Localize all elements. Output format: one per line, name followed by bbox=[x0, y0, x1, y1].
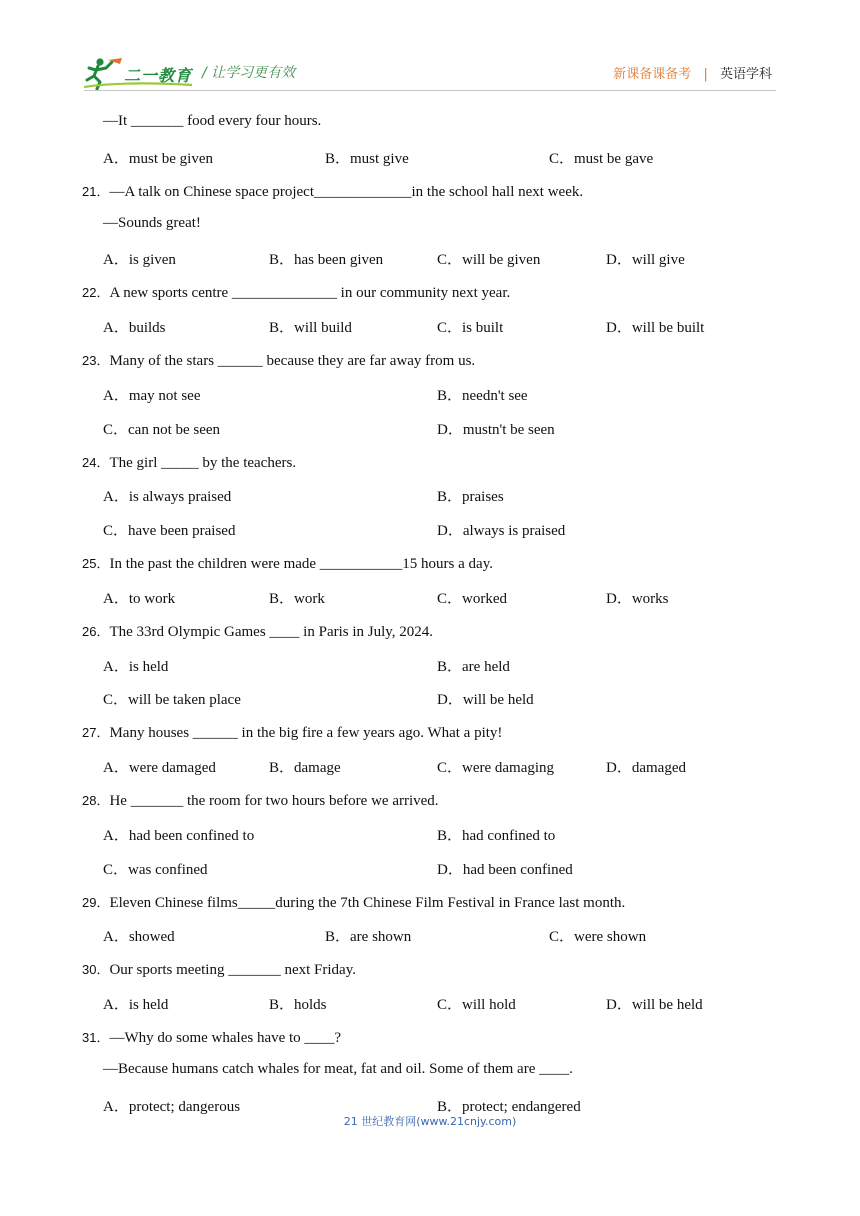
answer-option: B．praises bbox=[437, 489, 504, 506]
question-stem bbox=[82, 282, 510, 302]
question-stem bbox=[82, 892, 625, 912]
answer-option: B．has been given bbox=[269, 252, 384, 269]
answer-option: B．needn't see bbox=[437, 387, 528, 404]
answer-option: A．may not see bbox=[103, 387, 201, 404]
question-number: 21． bbox=[82, 183, 110, 199]
answer-option: B．must give bbox=[325, 150, 409, 167]
answer-option: C．is built bbox=[437, 320, 504, 337]
question-text: —A talk on Chinese space project_____________in the school hall next week. bbox=[109, 183, 584, 200]
question-stem bbox=[82, 553, 493, 573]
answer-option: D．works bbox=[606, 590, 669, 607]
question-stem bbox=[82, 722, 502, 742]
question-number: 26． bbox=[82, 623, 110, 639]
answer-option: A．showed bbox=[103, 929, 175, 946]
answer-option: A．were damaged bbox=[103, 760, 216, 777]
header-slogan: / 让学习更有效 bbox=[202, 65, 296, 81]
answer-option: D．always is praised bbox=[437, 523, 566, 540]
answer-option: A．protect; dangerous bbox=[103, 1098, 241, 1115]
answer-option: C．worked bbox=[437, 590, 507, 607]
answer-option: B．will build bbox=[269, 320, 352, 337]
answer-option: D．will be held bbox=[437, 692, 534, 709]
answer-option: B．had confined to bbox=[437, 827, 556, 844]
question-number: 23． bbox=[82, 352, 110, 368]
question-number: 27． bbox=[82, 725, 110, 741]
question-text: The 33rd Olympic Games ____ in Paris in July, 2024. bbox=[109, 623, 434, 640]
question-stem bbox=[82, 621, 433, 641]
answer-option: D．damaged bbox=[606, 760, 686, 777]
question-stem bbox=[82, 790, 439, 810]
question-text: Many houses ______ in the big fire a few years ago. What a pity! bbox=[109, 725, 503, 742]
question-text: The girl _____ by the teachers. bbox=[109, 454, 297, 471]
logo-text: 二一教育 bbox=[124, 66, 193, 85]
answer-option: D．will be built bbox=[606, 320, 705, 337]
answer-option: C．must be gave bbox=[549, 150, 654, 167]
question-number: 22． bbox=[82, 285, 110, 301]
question-text: Our sports meeting _______ next Friday. bbox=[109, 962, 356, 979]
question-text: —It _______ food every four hours. bbox=[103, 113, 322, 129]
answer-option: B．protect; endangered bbox=[437, 1098, 581, 1115]
answer-option: C．can not be seen bbox=[103, 421, 221, 438]
answer-option: A．builds bbox=[103, 320, 166, 337]
question-number: 25． bbox=[82, 556, 110, 572]
header-course: 新课备课备考 bbox=[613, 67, 692, 82]
answer-option: D．mustn't be seen bbox=[437, 421, 555, 438]
answer-option: C．will be given bbox=[437, 252, 541, 269]
answer-option: B．are held bbox=[437, 658, 510, 675]
question-stem bbox=[82, 350, 475, 370]
header-subject: 英语学科 bbox=[719, 67, 772, 82]
dialogue-line bbox=[103, 215, 201, 232]
question-stem bbox=[82, 959, 356, 979]
question-text: Eleven Chinese films_____during the 7th Chinese Film Festival in France last month. bbox=[109, 894, 626, 911]
answer-option: C．have been praised bbox=[103, 523, 236, 540]
answer-option: A．is given bbox=[103, 252, 176, 269]
answer-option: B．damage bbox=[269, 760, 341, 777]
dialogue-line bbox=[103, 113, 321, 130]
question-text: He _______ the room for two hours before we arrived. bbox=[109, 793, 439, 809]
question-stem bbox=[82, 452, 296, 472]
question-number: 29． bbox=[82, 894, 110, 910]
answer-option: C．will be taken place bbox=[103, 692, 241, 709]
answer-option: D．will be held bbox=[606, 997, 703, 1014]
answer-option: A．to work bbox=[103, 590, 176, 607]
question-stem bbox=[82, 1027, 341, 1047]
question-text: In the past the children were made ___________15 hours a day. bbox=[109, 556, 493, 573]
answer-option: C．were shown bbox=[549, 929, 647, 946]
question-number: 31． bbox=[82, 1029, 110, 1045]
answer-option: C．was confined bbox=[103, 861, 208, 878]
answer-option: D．will give bbox=[606, 252, 685, 269]
answer-option: A．is held bbox=[103, 997, 169, 1014]
question-number: 24． bbox=[82, 454, 110, 470]
answer-option: D．had been confined bbox=[437, 861, 573, 878]
answer-option: A．had been confined to bbox=[103, 827, 255, 844]
answer-option: C．were damaging bbox=[437, 760, 555, 777]
answer-option: A．is always praised bbox=[103, 489, 232, 506]
question-stem bbox=[82, 181, 583, 201]
header-divider bbox=[84, 90, 776, 91]
answer-option: B．holds bbox=[269, 997, 327, 1014]
answer-option: A．must be given bbox=[103, 150, 213, 167]
answer-option: C．will hold bbox=[437, 997, 516, 1014]
header-right bbox=[613, 63, 772, 82]
question-text: A new sports centre ______________ in our community next year. bbox=[109, 285, 511, 302]
answer-option: A．is held bbox=[103, 658, 169, 675]
question-text: —Because humans catch whales for meat, fat and oil. Some of them are ____. bbox=[103, 1060, 573, 1077]
page-header bbox=[0, 0, 860, 100]
answer-option: B．are shown bbox=[325, 929, 412, 946]
header-separator: | bbox=[703, 67, 708, 82]
question-text: —Sounds great! bbox=[103, 214, 201, 231]
question-text: —Why do some whales have to ____? bbox=[109, 1029, 342, 1046]
page-footer: 21 世纪教育网(www.21cnjy.com) bbox=[343, 1115, 517, 1128]
question-number: 30． bbox=[82, 962, 110, 978]
answer-option: B．work bbox=[269, 590, 325, 607]
question-text: Many of the stars ______ because they are far away from us. bbox=[109, 352, 476, 369]
question-number: 28． bbox=[82, 793, 110, 808]
dialogue-line bbox=[103, 1061, 573, 1078]
